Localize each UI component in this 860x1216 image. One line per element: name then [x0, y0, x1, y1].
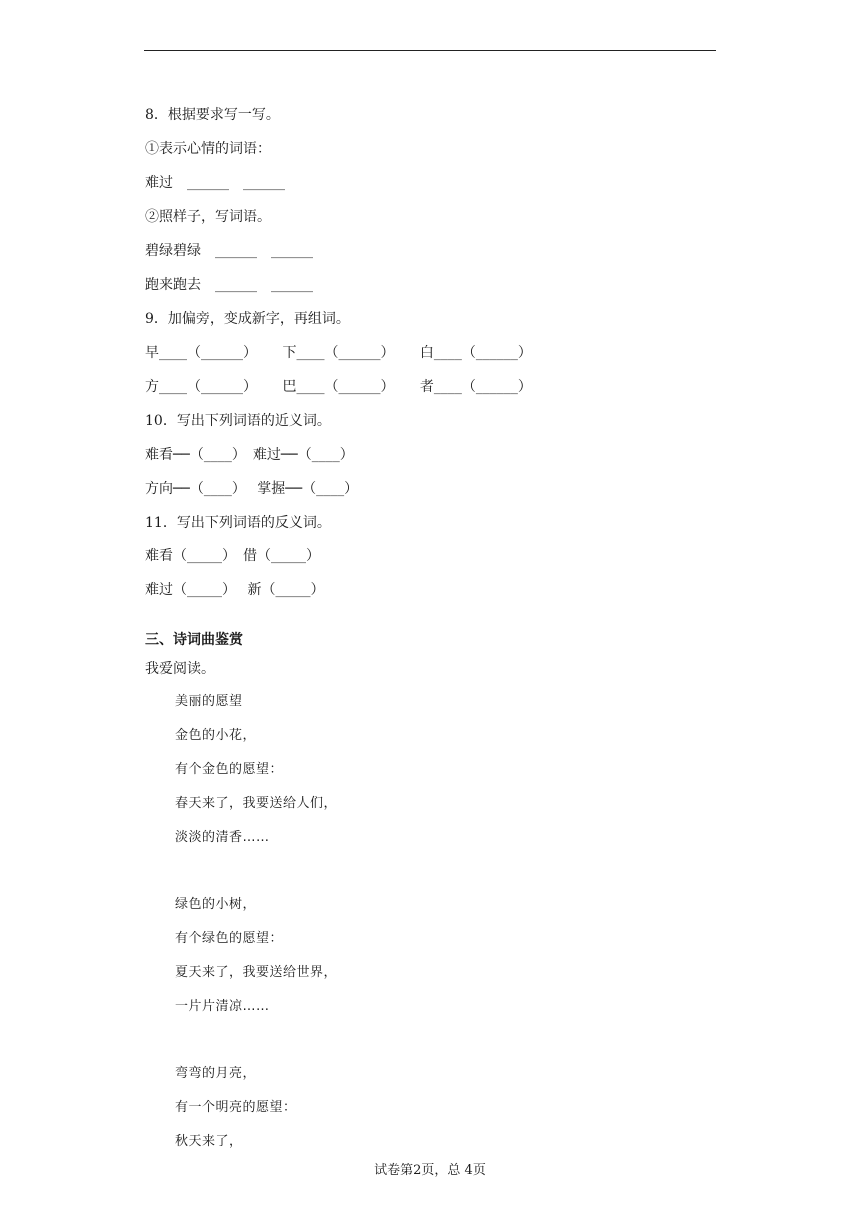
poem-title: 美丽的愿望 [175, 694, 243, 709]
q10-row1: 难看──（____） 难过──（____） [145, 447, 354, 463]
poem-line: 淡淡的清香…… [175, 830, 270, 845]
q11-title: 11．写出下列词语的反义词。 [145, 515, 331, 531]
poem-line: 一片片清凉…… [175, 999, 270, 1014]
poem-line: 有一个明亮的愿望： [175, 1100, 297, 1115]
q8-row2: 碧绿碧绿 ______ ______ [145, 243, 313, 259]
poem-line: 弯弯的月亮， [175, 1066, 257, 1081]
header-rule [144, 50, 716, 51]
poem-line: 夏天来了，我要送给世界， [175, 965, 338, 980]
q8-row3: 跑来跑去 ______ ______ [145, 277, 313, 293]
q10-title: 10．写出下列词语的近义词。 [145, 413, 331, 429]
q8-part1: ①表示心情的词语： [145, 141, 271, 157]
q9-title: 9．加偏旁，变成新字，再组词。 [145, 311, 350, 327]
section-heading: 三、诗词曲鉴赏 [145, 632, 243, 648]
q10-row2: 方向──（____） 掌握──（____） [145, 481, 359, 497]
poem-line: 有个绿色的愿望： [175, 931, 284, 946]
page-footer: 试卷第2页，总 4页 [374, 1163, 486, 1178]
q11-row2: 难过（_____） 新（_____） [145, 582, 325, 598]
q9-row2: 方____（______） 巴____（______） 者____（______） [145, 379, 532, 395]
poem-line: 有个金色的愿望： [175, 762, 284, 777]
poem-line: 金色的小花， [175, 728, 257, 743]
poem-line: 秋天来了， [175, 1134, 243, 1149]
section-intro: 我爱阅读。 [145, 661, 215, 677]
q9-row1: 早____（______） 下____（______） 白____（______） [145, 345, 532, 361]
q8-row1: 难过 ______ ______ [145, 175, 285, 191]
q8-part2: ②照样子，写词语。 [145, 209, 271, 225]
q11-row1: 难看（_____） 借（_____） [145, 548, 320, 564]
poem-line: 春天来了，我要送给人们， [175, 796, 338, 811]
poem-line: 绿色的小树， [175, 897, 257, 912]
q8-title: 8．根据要求写一写。 [145, 107, 280, 123]
